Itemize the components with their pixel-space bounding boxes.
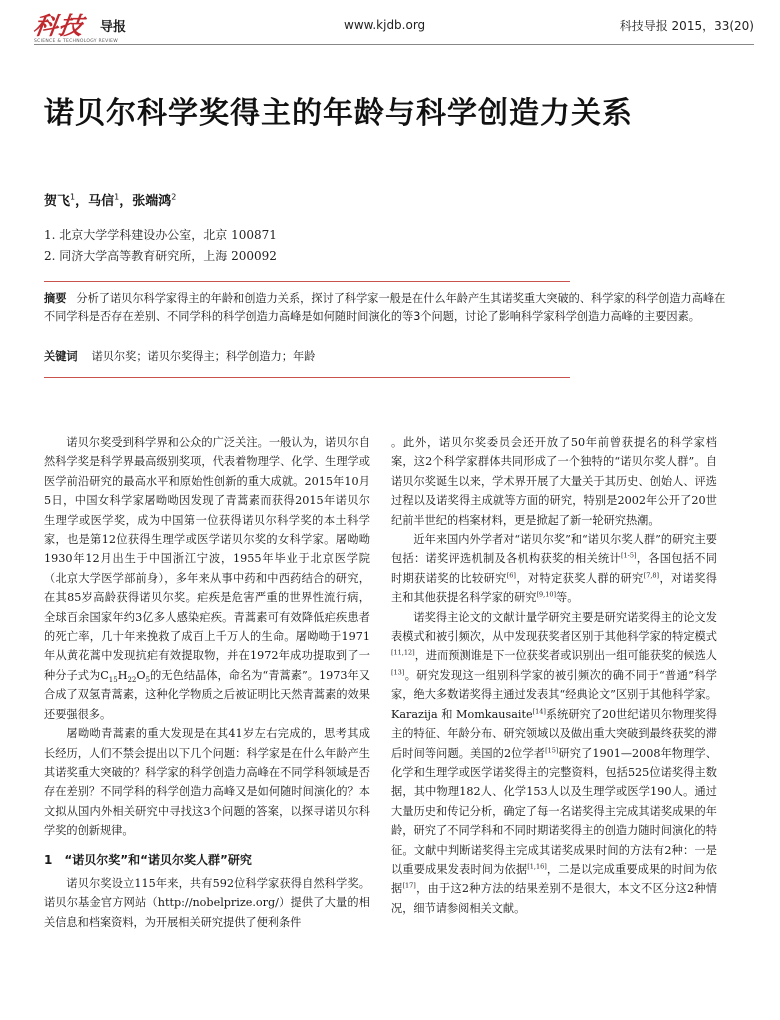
keywords-text: 诺贝尔奖；诺贝尔奖得主；科学创造力；年龄 [91, 350, 316, 363]
abstract-block [44, 290, 736, 327]
citation-ref[interactable]: [1,16] [527, 862, 547, 871]
chemical-formula: $C_{15}H_{22}O_5$ [100, 668, 151, 685]
citation-ref[interactable]: [17] [402, 881, 416, 890]
author-name: 马信 [88, 194, 115, 209]
header-divider [34, 44, 754, 45]
section-heading: 1 “诺贝尔奖”和“诺贝尔奖人群”研究 [44, 852, 252, 867]
body-paragraph: 近年来国内外学者对“诺贝尔奖”和“诺贝尔奖人群”的研究主要包括：诺奖评选机制及各机构获奖的相关统计[1-5]，各国包括不同时期获诺奖的比较研究[6]，对特定获奖人群的研究[7,8]，对诺奖得主和其他获提名科学家的研究[9,10]等。 [391, 533, 717, 605]
body-column-left [44, 433, 370, 932]
author-affiliation-mark: 2 [171, 192, 177, 202]
keywords-label: 关键词 [44, 350, 78, 363]
author-affiliation-mark: 1 [114, 192, 120, 202]
citation-ref[interactable]: [14] [532, 706, 546, 715]
affiliation-line: 2. 同济大学高等教育研究所，上海 200092 [44, 249, 277, 263]
body-paragraph: 屠呦呦青蒿素的重大发现是在其41岁左右完成的，思考其成长经历，人们不禁会提出以下几个问题：科学家是在什么年龄产生其诺奖重大突破的？科学家的科学创造力高峰在不同学科领域是否存在差别？不同学科的科学创造力高峰又是如何随时间演化的？本文拟从国内外相关研究中寻找这3个问题的答案，以探寻诺贝尔科学奖的创新规律。 [44, 727, 370, 838]
journal-issue: 科技导报 2015，33(20) [619, 19, 754, 33]
citation-ref[interactable]: [9,10] [536, 590, 556, 599]
author-list: 贺飞$^1$，马信$^1$，张端鸿$^2$ [44, 192, 177, 209]
abstract-bottom-divider [44, 377, 570, 378]
body-paragraph: 诺奖得主论文的文献计量学研究主要是研究诺奖得主的论文发表模式和被引频次，从中发现获奖者区别于其他科学家的特定模式[11,12]，进而预测谁是下一位获奖者或识别出一组可能获奖的候选人[13]。研究发现这一组别科学家的被引频次的确不同于“普通”科学家，绝大多数诺奖得主通过发表其“经典论文”区别于其他科学家。Karazija 和 Momkausaite[14]系统研究了20世纪诺贝尔物理奖得主的特征、年龄分布、研究领域以及做出重大突破到最终获奖的滞后时间等问题。美国的2位学者[15]研究了1901—2008年物理学、化学和生理学或医学诺奖得主的完整资料，包括525位诺奖得主数据，其中物理182人、化学153人以及生理学或医学190人。通过大量历史和传记分析，确定了每一名诺奖得主完成其诺奖成果的年龄，研究了不同学科和不同时期诺奖得主的创造力随时间演化的特征。文献中判断诺奖得主完成其诺奖成果时间的方法有2种：一是以重要成果发表时间为依据[1,16]，二是以完成重要成果的时间为依据[17]，由于这2种方法的结果差别不是很大，本文不区分这2种情况，细节请参阅相关文献。 [391, 610, 717, 915]
author-name: 张端鸿 [132, 194, 172, 209]
citation-ref[interactable]: [13] [391, 668, 405, 677]
body-paragraph: 诺贝尔奖设立115年来，共有592位科学家获得自然科学奖。诺贝尔基金官方网站（http://nobelprize.org/）提供了大量的相关信息和档案资料，为开展相关研究提供了便利条件 [44, 876, 370, 929]
logo-sub-text: 导报 [100, 20, 127, 35]
logo-tagline: SCIENCE & TECHNOLOGY REVIEW [34, 39, 119, 44]
author-affiliation-mark: 1 [70, 192, 76, 202]
article-title: 诺贝尔科学奖得主的年龄与科学创造力关系 [44, 96, 633, 131]
abstract-label: 摘要 [44, 292, 67, 305]
abstract-top-divider [44, 281, 570, 282]
abstract-text: 分析了诺贝尔科学家得主的年龄和创造力关系，探讨了科学家一般是在什么年龄产生其诺奖重大突破的、科学家的科学创造力高峰在不同学科是否存在差别、不同学科的科学创造力高峰是如何随时间演化的等3个问题，讨论了影响科学家科学创造力高峰的主要因素。 [44, 292, 726, 324]
body-paragraph: 诺贝尔奖受到科学界和公众的广泛关注。一般认为，诺贝尔自然科学奖是科学界最高级别奖项，代表着物理学、化学、生理学或医学前沿研究的最高水平和原始性创新的重大成就。2015年10月5日，中国女科学家屠呦呦因发现了青蒿素而获得2015年诺贝尔生理学或医学奖，成为中国第一位获得诺贝尔科学奖的本土科学家，也是第12位获得生理学或医学诺贝尔奖的女科学家。屠呦呦1930年12月出生于中国浙江宁波，1955年毕业于北京医学院（北京大学医学部前身），多年来从事中药和中西药结合的研究，在其85岁高龄获得诺贝尔奖。疟疾是危害严重的世界性流行病，全球百余国家年约3亿多人感染疟疾。青蒿素可有效降低疟疾患者的死亡率，几十年来挽救了成百上千万人的生命。屠呦呦于1971年从黄花蒿中发现抗疟有效提取物，并在1972年成功提取到了一种分子式为$C_{15}H_{22}O_5$的无色结晶体，命名为“青蒿素”。1973年又合成了双氢青蒿素，这种化学物质之后被证明比天然青蒿素的效果还要强很多。 [44, 436, 370, 721]
author-name: 贺飞 [44, 194, 71, 209]
citation-ref[interactable]: [7,8] [643, 571, 660, 580]
citation-ref[interactable]: [1-5] [620, 551, 637, 560]
journal-website[interactable]: www.kjdb.org [344, 18, 426, 32]
logo-main-text: 科技 [31, 12, 86, 40]
affiliation-line: 1. 北京大学学科建设办公室，北京 100871 [44, 228, 277, 242]
body-paragraph-continued: 。此外，诺贝尔奖委员会还开放了50年前曾获提名的科学家档案，这2个科学家群体共同形成了一个独特的“诺贝尔奖人群”。自诺贝尔奖诞生以来，学术界开展了大量关于其历史、创始人、评选过程以及诺奖得主成就等方面的研究，特别是2002年公开了20世纪前半世纪的档案材料，更是掀起了新一轮研究热潮。 [391, 436, 717, 527]
journal-logo [31, 6, 144, 48]
keywords-block [44, 348, 315, 364]
citation-ref[interactable]: [11,12] [391, 648, 415, 657]
citation-ref[interactable]: [15] [545, 745, 559, 754]
page-header [0, 0, 780, 44]
citation-ref[interactable]: [6] [506, 571, 516, 580]
body-column-right [391, 433, 717, 918]
